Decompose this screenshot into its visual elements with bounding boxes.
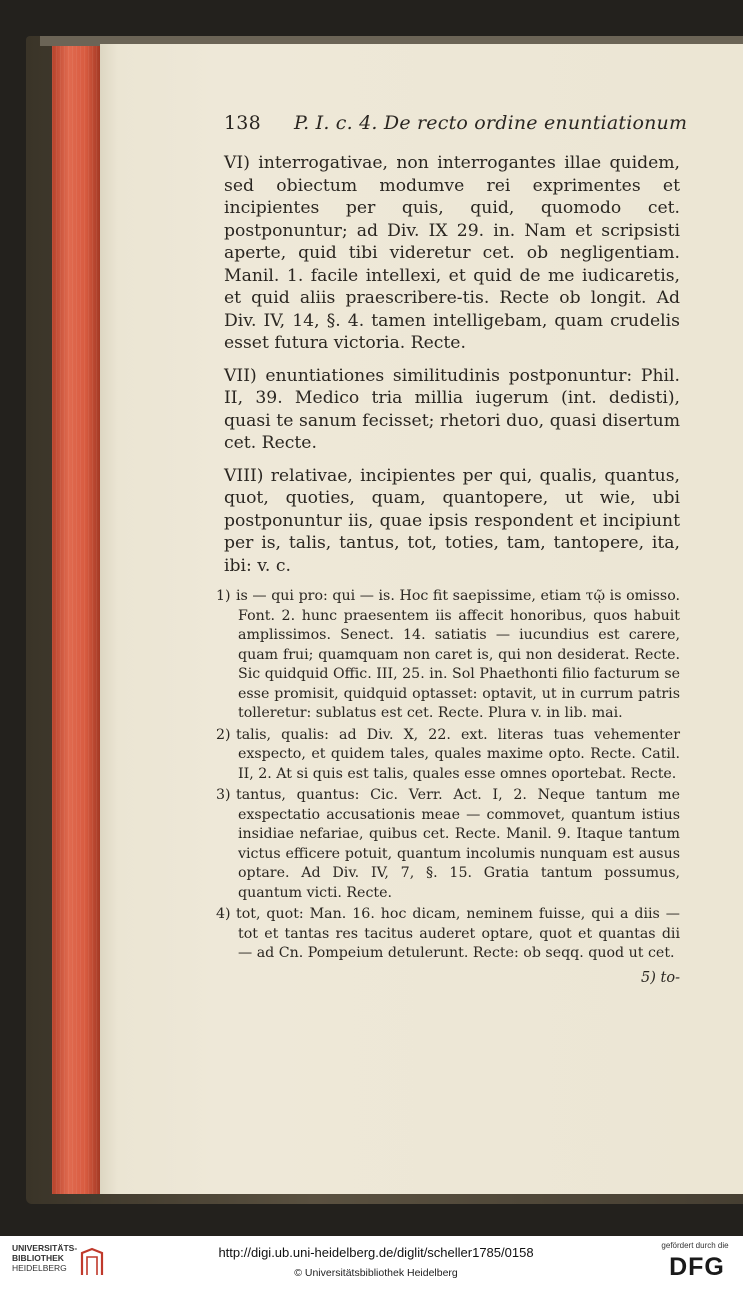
numbered-list bbox=[216, 587, 680, 964]
list-item-number: 4) bbox=[216, 906, 231, 922]
running-head: P. I. c. 4. De recto ordine enuntiationum bbox=[294, 112, 688, 134]
funding-label: gefördert durch die bbox=[661, 1241, 729, 1250]
paragraph-viii: VIII) relativae, incipientes per qui, qualis, quantus, quot, quoties, quam, quantopere, ut wie, ubi postponuntur iis, quae ipsis respondent et incipiunt per is, talis, tantus, tot, toties, tam, tantopere, ita, ibi: v. c. bbox=[224, 465, 680, 576]
list-item bbox=[216, 726, 680, 785]
library-name-line2: BIBLIOTHEK bbox=[12, 1253, 64, 1263]
permalink-url[interactable]: http://digi.ub.uni-heidelberg.de/diglit/scheller1785/0158 bbox=[218, 1245, 534, 1260]
list-item-text: tot, quot: Man. 16. hoc dicam, neminem fuisse, qui a diis — tot et tantas res tacitus auderet optare, quot et quantas dii — ad Cn. Pompeium detulerunt. Recte: ob seqq. quod ut cet. bbox=[236, 906, 680, 961]
list-item-text: tantus, quantus: Cic. Verr. Act. I, 2. Neque tantum me exspectatio accusationis meae — commovet, quantum istius insidiae nefariae, quibus cet. Recte. Manil. 9. Itaque tantum victus efficere potuit, quantum incolumis nunquam est ausus optare. Ad Div. IV, 7, §. 15. Gratia tantum possumus, quantum victi. Recte. bbox=[236, 787, 680, 901]
paragraph-vii: VII) enuntiationes similitudinis postponuntur: Phil. II, 39. Medico tria millia iugerum (int. dedisti), quasi te sanum fecisset; rhetori duo, quasi disertum cet. Recte. bbox=[224, 365, 680, 453]
library-logo[interactable] bbox=[12, 1243, 104, 1283]
library-emblem-icon bbox=[78, 1247, 106, 1277]
paragraph-vi: VI) interrogativae, non interrogantes illae quidem, sed obiectum modumve rei exprimentes et incipientes per quis, quid, quomodo cet. postponuntur; ad Div. IX 29. in. Nam et scripsisti aperte, quid tibi videretur cet. ob negligentiam. Manil. 1. facile intellexi, et quid de me iudicaretis, et quid aliis praescribere-tis. Recte ob longit. Ad Div. IV, 14, §. 4. tamen intelligebam, quam crudelis esset futura victoria. Recte. bbox=[224, 153, 680, 353]
list-item-text: talis, qualis: ad Div. X, 22. ext. literas tuas vehementer exspecto, et quidem tales, quales maxime opto. Recte. Catil. II, 2. At si quis est talis, quales esse omnes oportebat. Recte. bbox=[236, 726, 680, 782]
list-item bbox=[216, 905, 680, 964]
list-item bbox=[216, 587, 680, 724]
list-item-text: is — qui pro: qui — is. Hoc fit saepissime, etiam τῷ is omisso. Font. 2. hunc praesentem iis affecit honoribus, quos habuit amplissimos. Senect. 14. satiatis — iucundius est carere, quam frui; quamquam non caret is, qui non desiderat. Recte. Sic quidquid Offic. III, 25. in. Sol Phaethonti filio facturum se esse promisit, quidquid optasset: optavit, ut in currum patris tolleretur: sublatus est cet. Recte. Plura v. in lib. mai. bbox=[236, 588, 680, 721]
viewer-footer bbox=[0, 1236, 743, 1289]
page-number: 138 bbox=[224, 112, 261, 134]
page-text bbox=[216, 112, 688, 986]
list-item-number: 1) bbox=[216, 588, 231, 604]
page-header bbox=[224, 112, 688, 134]
list-item bbox=[216, 786, 680, 903]
catchword: 5) to- bbox=[641, 969, 680, 986]
library-name-line1: UNIVERSITÄTS- bbox=[12, 1243, 78, 1253]
list-item-number: 3) bbox=[216, 787, 231, 803]
dfg-logo[interactable]: DFG bbox=[669, 1253, 725, 1281]
library-name-line3: HEIDELBERG bbox=[12, 1263, 67, 1273]
copyright-notice: © Universitätsbibliothek Heidelberg bbox=[294, 1267, 458, 1279]
list-item-number: 2) bbox=[216, 726, 231, 743]
red-page-edge bbox=[52, 46, 100, 1194]
